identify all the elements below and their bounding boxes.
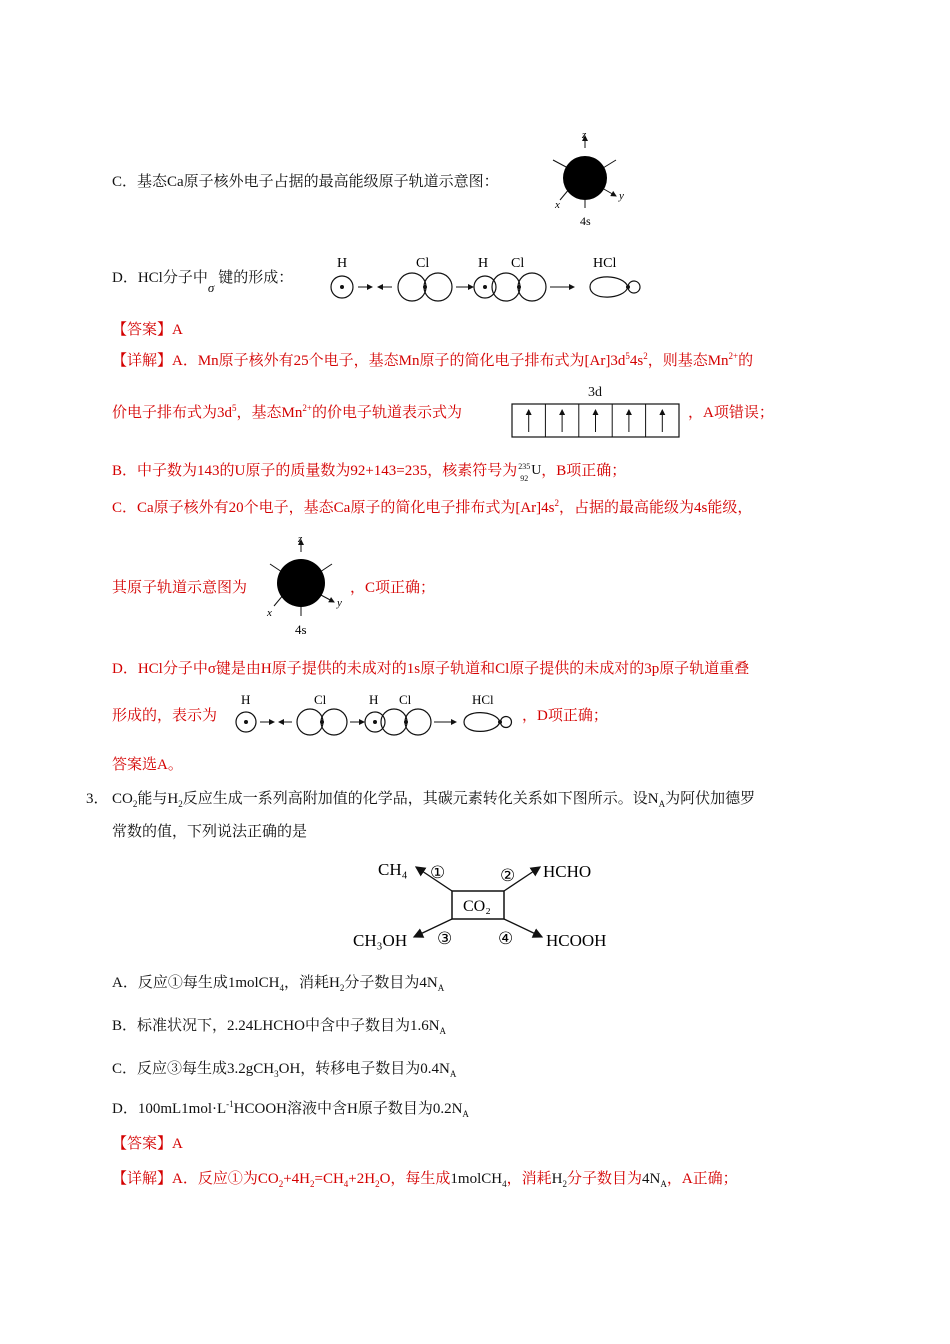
axis-y-label: y	[619, 190, 624, 202]
q3-option-a: A．反应①每生成1molCH$_4$，消耗$H_2$分子数目为$4N_A$	[112, 975, 445, 993]
axis-y-label: y	[337, 597, 342, 609]
orbital-label: 4s	[295, 622, 307, 637]
option-text: HCl分子中	[137, 270, 208, 286]
detail-b-line: B．中子数为143的U原子的质量数为92+143=235，核素符号为 235 92 U ，B项正确；	[112, 462, 627, 483]
product-ch4: CH₄	[378, 860, 408, 879]
reaction-2-label: ②	[500, 866, 516, 885]
reaction-4-label: ④	[498, 929, 514, 948]
orbital-4s-diagram-detail	[264, 530, 354, 640]
detail-c-line2-end: ，C项正确；	[350, 580, 436, 596]
nuclide-symbol: 235 92 U	[518, 462, 542, 483]
detail-c-line1: C．Ca原子核外有20个电子，基态Ca原子的简化电子排布式为$[Ar]4s^2$，占据的最高能级为4s能级，	[112, 498, 753, 516]
detail-a-line2-end: ，A项错误；	[688, 405, 774, 421]
product-ch3oh: CH₃OH	[353, 931, 408, 950]
option-d-line	[112, 268, 294, 295]
detail-d-line2-start: 形成的，表示为	[112, 708, 218, 724]
option-label: C．	[112, 174, 138, 190]
atom-cl-label: Cl	[314, 692, 327, 707]
option-label: D．	[112, 270, 138, 286]
detail-a-line1: 【详解】A．Mn原子核外有25个电子，基态Mn原子的简化电子排布式为$[Ar]3d^54s^2$，则基态$Mn^{2+}$的	[112, 351, 754, 369]
molecule-hcl-label: HCl	[593, 256, 617, 271]
option-text: 基态Ca原子核外电子占据的最高能级原子轨道示意图：	[137, 174, 499, 190]
reaction-1-label: ①	[430, 863, 446, 882]
option-text: 键的形成：	[218, 270, 294, 286]
atom-cl-label: Cl	[399, 692, 412, 707]
hcl-sigma-diagram	[328, 254, 648, 304]
atom-h-label: H	[241, 692, 251, 707]
orbital-box-diagram-3d	[511, 380, 681, 440]
detail-d-line2-end: ，D项正确；	[522, 708, 608, 724]
detail-d-line1: D．HCl分子中σ键是由H原子提供的未成对的1s原子轨道和Cl原子提供的未成对的3p原子轨道重叠	[112, 661, 750, 677]
sigma-symbol: σ	[207, 280, 215, 295]
atom-cl-label: Cl	[416, 256, 430, 271]
atom-h-label: H	[478, 256, 489, 271]
reaction-3-label: ③	[437, 929, 453, 948]
axis-z-label: z	[298, 533, 303, 545]
orbital-4s-diagram	[548, 128, 638, 233]
q3-option-c: C．反应③每生成3.2gCH$_3$OH，转移电子数目为$0.4N_A$	[112, 1061, 457, 1079]
option-c-line	[112, 172, 499, 192]
atom-h-label: H	[337, 256, 348, 271]
q3-answer: 【答案】A	[112, 1136, 183, 1152]
detail-c-line2-start: 其原子轨道示意图为	[112, 580, 248, 596]
atom-h-label: H	[369, 692, 379, 707]
answer-1: 【答案】A	[112, 322, 183, 338]
product-hcho: HCHO	[543, 862, 592, 881]
detail-a-line2: 价电子排布式为$3d^5$，基态$Mn^{2+}$的价电子轨道表示式为	[112, 403, 462, 421]
center-co2: CO₂	[463, 898, 491, 915]
molecule-hcl-label: HCl	[472, 692, 494, 707]
product-hcooh: HCOOH	[546, 931, 607, 950]
q3-option-b: B．标准状况下，2.24LHCHO中含中子数目为$1.6N_A$	[112, 1018, 447, 1036]
atom-cl-label: Cl	[511, 256, 525, 271]
conclusion: 答案选A。	[112, 757, 183, 773]
axis-x-label: x	[267, 607, 272, 619]
axis-z-label: z	[582, 129, 587, 141]
question-number: 3．	[86, 791, 109, 807]
q3-option-d: D．$100mL1mol\cdot L^{-1}HCOOH$溶液中含H原子数目为$0.2N_A$	[112, 1099, 469, 1119]
axis-x-label: x	[555, 199, 560, 211]
orbital-label: 4s	[580, 214, 591, 228]
q3-detail: 【详解】A．反应①为$CO_2+4H_2=CH_4+2H_2O$，每生成1molCH$_4$，消耗$H_2$分子数目为$4N_A$，A正确；	[112, 1171, 738, 1189]
q3-line2: 常数的值，下列说法正确的是	[112, 824, 308, 840]
q3-line1: 3． $CO_2$能与$H_2$反应生成一系列高附加值的化学品，其碳元素转化关系如下图所示。设$N_A$为阿伏加德罗	[86, 791, 756, 809]
box-label-3d: 3d	[588, 385, 602, 400]
co2-conversion-diagram	[350, 855, 630, 955]
hcl-sigma-diagram-detail	[234, 692, 524, 738]
